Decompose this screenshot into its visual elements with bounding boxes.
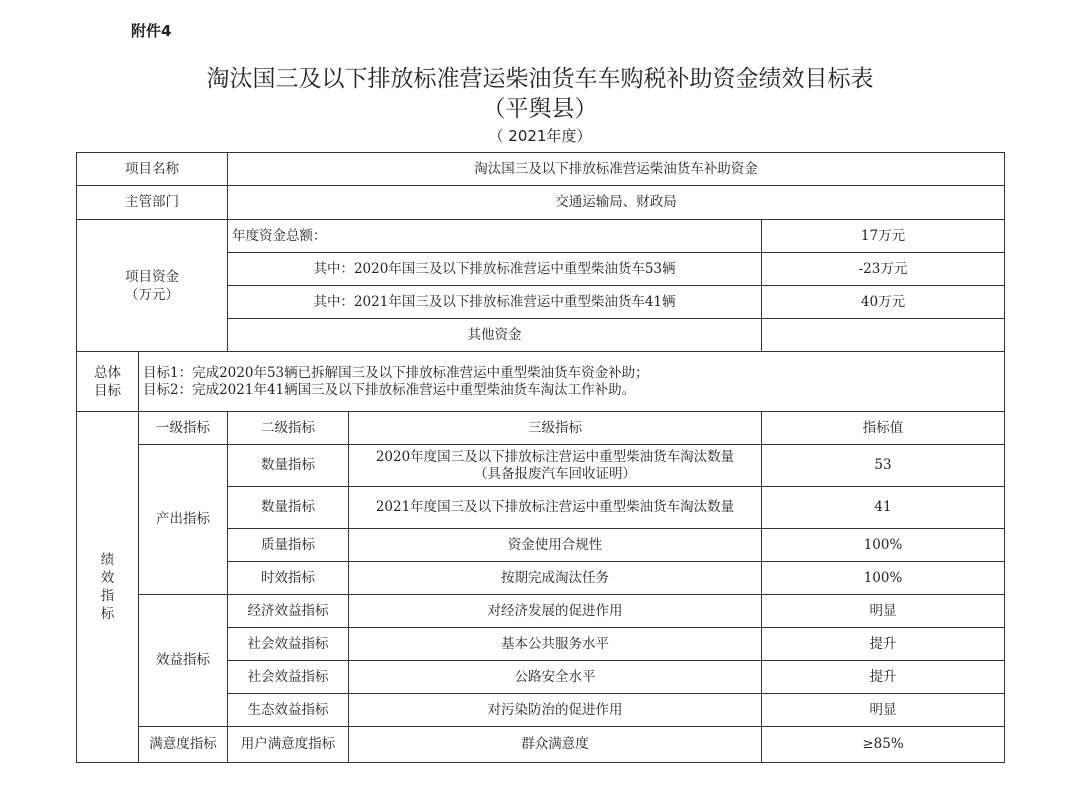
benefit-level3: 对经济发展的促进作用 bbox=[349, 595, 762, 628]
benefit-value: 提升 bbox=[762, 628, 1005, 661]
table-row bbox=[77, 595, 1005, 628]
header-level1: 一级指标 bbox=[139, 412, 228, 445]
table-row bbox=[77, 153, 1005, 186]
output-level2: 数量指标 bbox=[228, 445, 349, 487]
benefit-level2: 生态效益指标 bbox=[228, 694, 349, 727]
output-level2: 质量指标 bbox=[228, 529, 349, 562]
benefit-value: 明显 bbox=[762, 694, 1005, 727]
indicators-section-label: 绩效指标 bbox=[77, 412, 139, 763]
page-year: （ 2021年度） bbox=[488, 127, 592, 145]
table-row bbox=[77, 186, 1005, 220]
header-level2: 二级指标 bbox=[228, 412, 349, 445]
funds-label-line1: 项目资金 bbox=[125, 268, 179, 285]
funds-2021-value: 40万元 bbox=[762, 286, 1005, 319]
project-funds-label bbox=[77, 220, 228, 352]
department-value: 交通运输局、财政局 bbox=[228, 186, 1005, 220]
output-level2: 时效指标 bbox=[228, 562, 349, 595]
benefit-value: 提升 bbox=[762, 661, 1005, 694]
output-level3: 按期完成淘汰任务 bbox=[349, 562, 762, 595]
output-level3: 2021年度国三及以下排放标注营运中重型柴油货车淘汰数量 bbox=[349, 487, 762, 529]
output-level2: 数量指标 bbox=[228, 487, 349, 529]
output-level3-line2: （具备报废汽车回收证明） bbox=[474, 465, 636, 482]
goal-1: 目标1：完成2020年53辆已拆解国三及以下排放标准营运中重型柴油货车资金补助； bbox=[143, 364, 649, 381]
funds-2021-label: 其中：2021年国三及以下排放标准营运中重型柴油货车41辆 bbox=[228, 286, 762, 319]
benefit-indicators-label: 效益指标 bbox=[139, 595, 228, 727]
benefit-value: 明显 bbox=[762, 595, 1005, 628]
goals-content bbox=[139, 352, 1005, 412]
project-name-value: 淘汰国三及以下排放标准营运柴油货车补助资金 bbox=[228, 153, 1005, 186]
table-row bbox=[77, 727, 1005, 763]
goals-label-line1: 总体 bbox=[94, 364, 121, 381]
satisfaction-indicators-label: 满意度指标 bbox=[139, 727, 228, 763]
output-level3 bbox=[349, 445, 762, 487]
funds-label-line2: （万元） bbox=[125, 286, 179, 303]
benefit-level2: 经济效益指标 bbox=[228, 595, 349, 628]
table-row bbox=[77, 445, 1005, 487]
benefit-level2: 社会效益指标 bbox=[228, 661, 349, 694]
benefit-level3: 基本公共服务水平 bbox=[349, 628, 762, 661]
funds-other-value bbox=[762, 319, 1005, 352]
header-value: 指标值 bbox=[762, 412, 1005, 445]
satisfaction-level2: 用户满意度指标 bbox=[228, 727, 349, 763]
output-level3: 资金使用合规性 bbox=[349, 529, 762, 562]
department-label: 主管部门 bbox=[77, 186, 228, 220]
goals-label-line2: 目标 bbox=[94, 382, 121, 399]
funds-2020-label: 其中：2020年国三及以下排放标准营运中重型柴油货车53辆 bbox=[228, 253, 762, 286]
output-value: 100% bbox=[762, 562, 1005, 595]
page-title: 淘汰国三及以下排放标准营运柴油货车车购税补助资金绩效目标表 bbox=[206, 66, 874, 92]
attachment-label: 附件4 bbox=[131, 22, 172, 40]
output-indicators-label: 产出指标 bbox=[139, 445, 228, 595]
funds-total-value: 17万元 bbox=[762, 220, 1005, 253]
output-value: 100% bbox=[762, 529, 1005, 562]
benefit-level2: 社会效益指标 bbox=[228, 628, 349, 661]
output-value: 53 bbox=[762, 445, 1005, 487]
funds-other-label: 其他资金 bbox=[228, 319, 762, 352]
benefit-level3: 公路安全水平 bbox=[349, 661, 762, 694]
satisfaction-level3: 群众满意度 bbox=[349, 727, 762, 763]
funds-2020-value: -23万元 bbox=[762, 253, 1005, 286]
table-row bbox=[77, 412, 1005, 445]
header-level3: 三级指标 bbox=[349, 412, 762, 445]
funds-total-label: 年度资金总额： bbox=[228, 220, 762, 253]
page-subtitle-county: （平舆县） bbox=[482, 96, 598, 122]
performance-target-table bbox=[76, 152, 1005, 763]
satisfaction-value: ≥85% bbox=[762, 727, 1005, 763]
table-row bbox=[77, 352, 1005, 412]
table-row bbox=[77, 220, 1005, 253]
benefit-level3: 对污染防治的促进作用 bbox=[349, 694, 762, 727]
output-value: 41 bbox=[762, 487, 1005, 529]
project-name-label: 项目名称 bbox=[77, 153, 228, 186]
goals-label bbox=[77, 352, 139, 412]
output-level3-line1: 2020年度国三及以下排放标注营运中重型柴油货车淘汰数量 bbox=[375, 448, 735, 465]
goal-2: 目标2：完成2021年41辆国三及以下排放标准营运中重型柴油货车淘汰工作补助。 bbox=[143, 381, 636, 398]
